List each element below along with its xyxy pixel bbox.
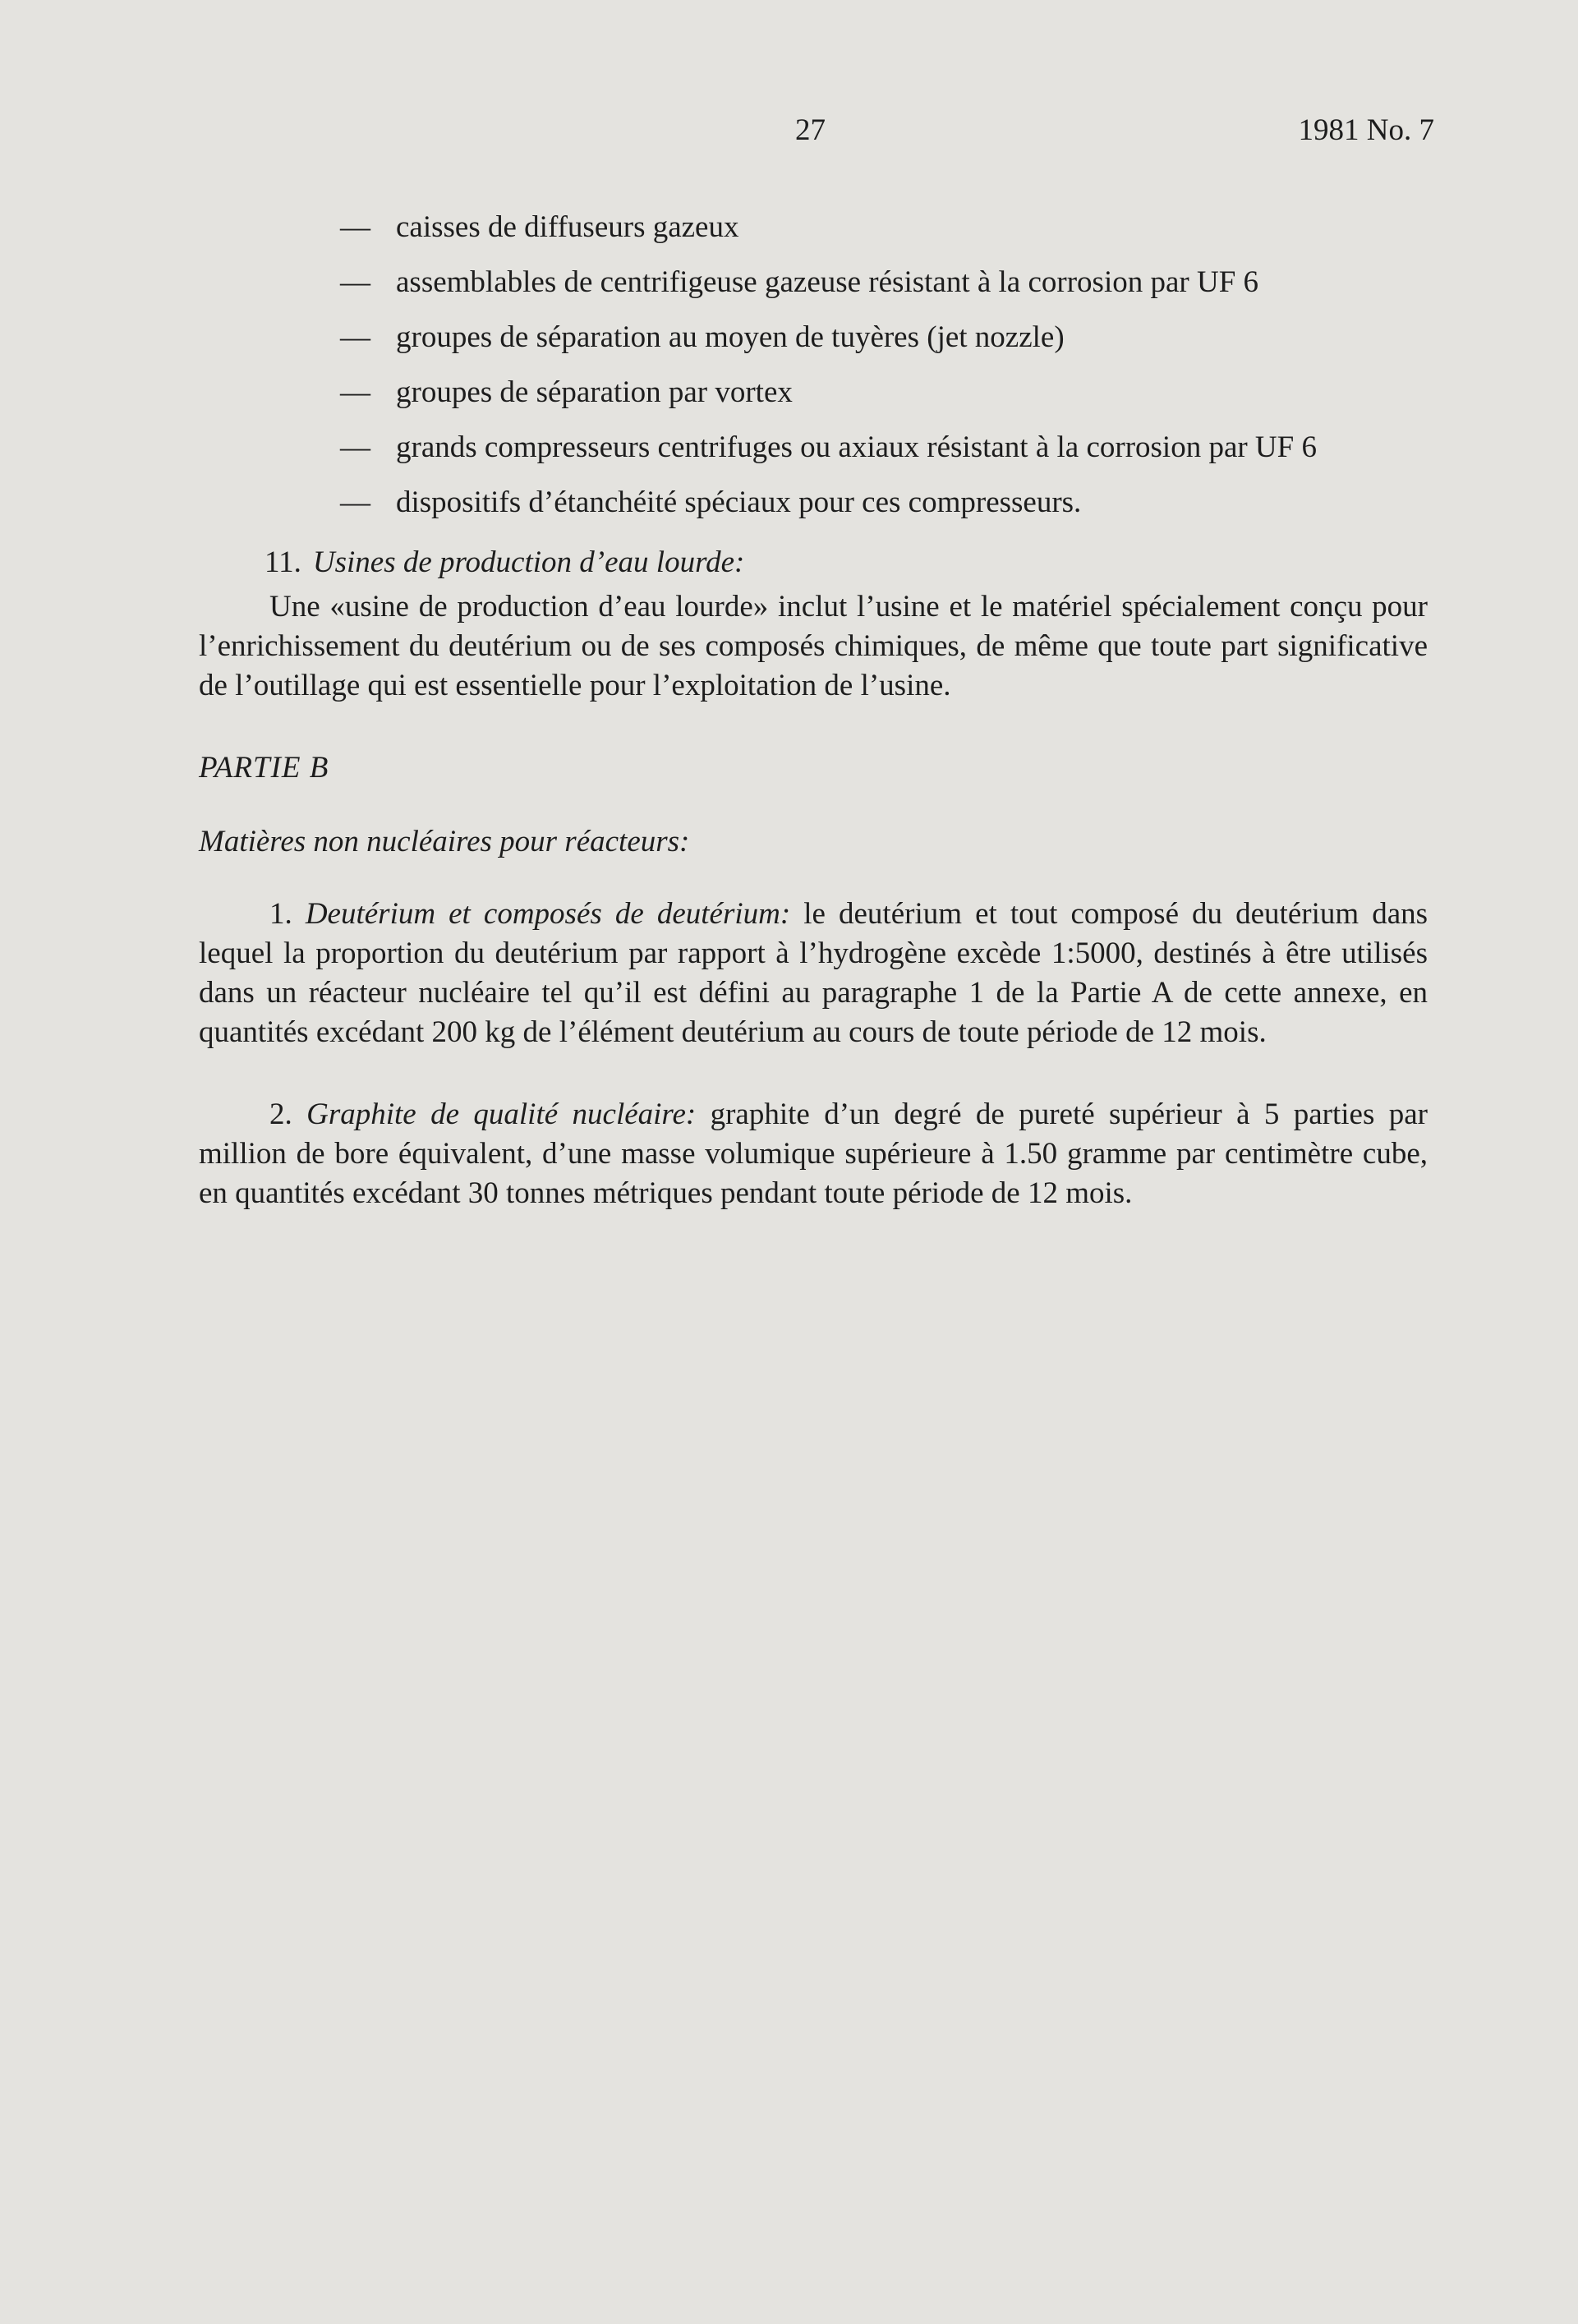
section-number: 11. — [265, 545, 301, 579]
list-item-text: groupes de séparation par vortex — [396, 375, 793, 409]
part-b-item-graphite — [199, 1095, 1428, 1213]
em-dash: — — [340, 320, 370, 354]
series-reference: 1981 No. 7 — [1298, 113, 1434, 147]
em-dash: — — [340, 375, 370, 409]
part-b-heading: PARTIE B — [199, 751, 329, 785]
list-item — [199, 208, 1428, 247]
list-item-text: grands compresseurs centrifuges ou axiaux résistant à la corrosion par UF 6 — [396, 430, 1317, 464]
em-dash: — — [340, 210, 370, 244]
list-item — [199, 483, 1428, 522]
list-item — [199, 373, 1428, 412]
item-number: 1. — [269, 897, 292, 931]
item-term: Graphite de qualité nucléaire: — [306, 1098, 697, 1131]
em-dash: — — [340, 265, 370, 299]
part-b-subtitle: Matières non nucléaires pour réacteurs: — [199, 825, 690, 858]
list-item-text: groupes de séparation au moyen de tuyères (jet nozzle) — [396, 320, 1065, 354]
item-term: Deutérium et composés de deutérium: — [305, 897, 791, 931]
section-11-heading — [265, 543, 1428, 582]
em-dash: — — [340, 430, 370, 464]
part-b-item-deuterium — [199, 895, 1428, 1052]
equipment-list — [199, 208, 1428, 522]
page-body — [199, 208, 1428, 1213]
list-item — [199, 318, 1428, 357]
list-item — [199, 428, 1428, 467]
section-title: Usines de production d’eau lourde: — [312, 545, 745, 579]
section-11-paragraph: Une «usine de production d’eau lourde» inclut l’usine et le matériel spécialement conçu pour l’enrichissement du deutérium ou de ses composés chimiques, de même que toute part significative de l’outillage qui est essentielle pour l’exploitation de l’usine. — [199, 590, 1428, 702]
list-item — [199, 263, 1428, 302]
list-item-text: caisses de diffuseurs gazeux — [396, 210, 739, 244]
list-item-text: dispositifs d’étanchéité spéciaux pour ces compresseurs. — [396, 486, 1082, 519]
item-text: graphite d’un degré de pureté supérieur à 5 parties par million de bore équivalent, d’une masse volumique supérieure à 1.50 gramme par centimètre cube, en quantités excédant 30 tonnes métriques pendant toute période de 12 mois. — [199, 1098, 1428, 1210]
item-text: le deutérium et tout composé du deutérium dans lequel la proportion du deutérium par rapport à l’hydrogène excède 1:5000, destinés à être utilisés dans un réacteur nucléaire tel qu’il est défini au paragraphe 1 de la Partie A de cette annexe, en quantités excédant 200 kg de l’élément deutérium au cours de toute période de 12 mois. — [199, 897, 1428, 1049]
list-item-text: assemblables de centrifigeuse gazeuse résistant à la corrosion par UF 6 — [396, 265, 1259, 299]
page-number: 27 — [795, 113, 826, 147]
em-dash: — — [340, 486, 370, 519]
item-number: 2. — [269, 1098, 292, 1131]
